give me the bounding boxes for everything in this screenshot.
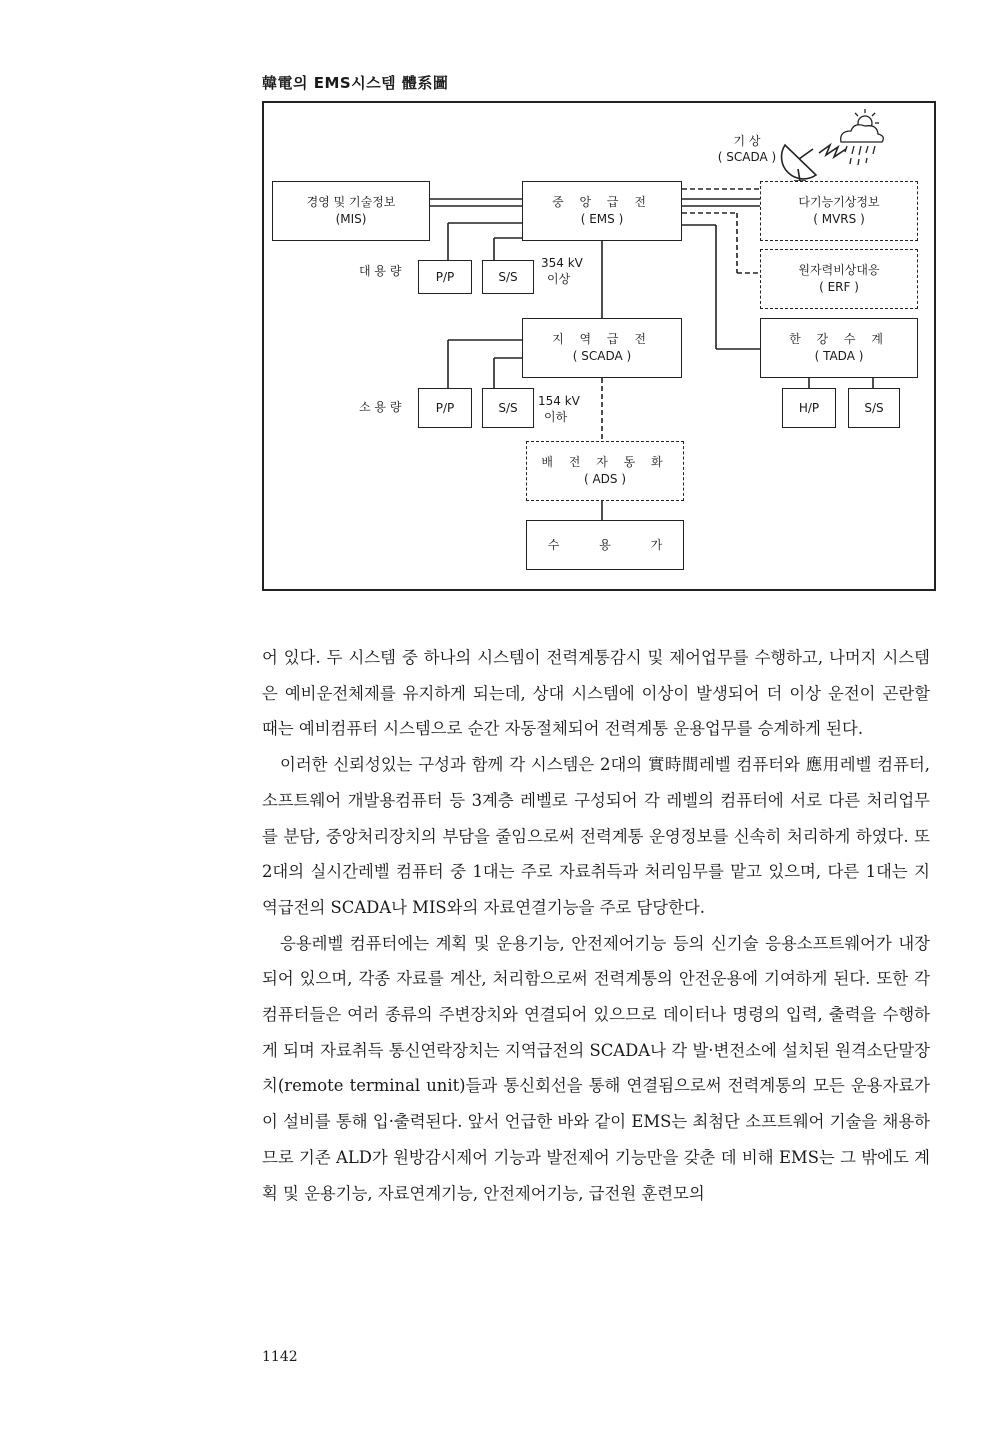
weather-icon <box>841 109 884 165</box>
page-number: 1142 <box>262 1349 298 1365</box>
signal-wave-icon <box>819 145 846 157</box>
ss-bottom-box: S/S <box>482 388 534 428</box>
mvrs-box: 다기능기상정보 ( MVRS ) <box>760 181 918 241</box>
small-capacity-label: 소 용 량 <box>359 400 402 414</box>
ss-tada-box: S/S <box>848 388 900 428</box>
large-capacity-label: 대 용 량 <box>359 264 402 278</box>
scada-box: 지 역 급 전 ( SCADA ) <box>522 318 682 378</box>
hp-box: H/P <box>782 388 836 428</box>
voltage-154-label: 154 kV 이하 <box>538 394 580 424</box>
consumer-box: 수 용 가 <box>526 520 684 570</box>
voltage-354-label: 354 kV 이상 <box>541 256 583 286</box>
weather-scada-label: 기 상 ( SCADA ) <box>717 134 777 164</box>
ads-box: 배 전 자 동 화 ( ADS ) <box>526 441 684 501</box>
paragraph-3: 응용레벨 컴퓨터에는 계획 및 운용기능, 안전제어기능 등의 신기술 응용소프트웨어가 내장되어 있으며, 각종 자료를 계산, 처리함으로써 전력계통의 안전운용에 기여하게 된다. 또한 각 컴퓨터들은 여러 종류의 주변장치와 연결되어 있으므로 데이터나 명령의 입력, 출력을 수행하게 되며 자료취득 통신연락장치는 지역급전의 SCADA나 각 발·변전소에 설치된 원격소단말장치(remote terminal unit)들과 통신회선을 통해 연결됨으로써 전력계통의 모든 운용자료가 이 설비를 통해 입·출력된다. 앞서 언급한 바와 같이 EMS는 최첨단 소프트웨어 기술을 채용하므로 기존 ALD가 원방감시제어 기능과 발전제어 기능만을 갖춘 데 비해 EMS는 그 밖에도 계획 및 운용기능, 자료연계기능, 안전제어기능, 급전원 훈련모의 <box>262 933 930 1203</box>
satellite-dish-icon <box>782 145 816 181</box>
erf-box: 원자력비상대응 ( ERF ) <box>760 249 918 309</box>
ems-box: 중 앙 급 전 ( EMS ) <box>522 181 682 241</box>
pp-top-box: P/P <box>418 260 472 294</box>
ss-top-box: S/S <box>482 260 534 294</box>
diagram-frame <box>262 101 936 591</box>
tada-box: 한 강 수 계 ( TADA ) <box>760 318 918 378</box>
paragraph-1: 어 있다. 두 시스템 중 하나의 시스템이 전력계통감시 및 제어업무를 수행하고, 나머지 시스템은 예비운전체제를 유지하게 되는데, 상대 시스템에 이상이 발생되어 더 이상 운전이 곤란할 때는 예비컴퓨터 시스템으로 순간 자동절체되어 전력계통 운용업무를 승계하게 된다. <box>262 648 930 739</box>
page-title: 韓電의 EMS시스템 體系圖 <box>262 74 449 92</box>
pp-bottom-box: P/P <box>418 388 472 428</box>
mis-box: 경영 및 기술정보 (MIS) <box>272 181 430 241</box>
paragraph-2: 이러한 신뢰성있는 구성과 함께 각 시스템은 2대의 實時間레벨 컴퓨터와 應用레벨 컴퓨터, 소프트웨어 개발용컴퓨터 등 3계층 레벨로 구성되어 각 레벨의 컴퓨터에 서로 다른 처리업무를 분담, 중앙처리장치의 부담을 줄임으로써 전력계통 운영정보를 신속히 처리하게 하였다. 또 2대의 실시간레벨 컴퓨터 중 1대는 주로 자료취득과 처리임무를 맡고 있으며, 다른 1대는 지역급전의 SCADA나 MIS와의 자료연결기능을 주로 담당한다. <box>262 755 930 917</box>
body-text <box>262 640 930 1211</box>
